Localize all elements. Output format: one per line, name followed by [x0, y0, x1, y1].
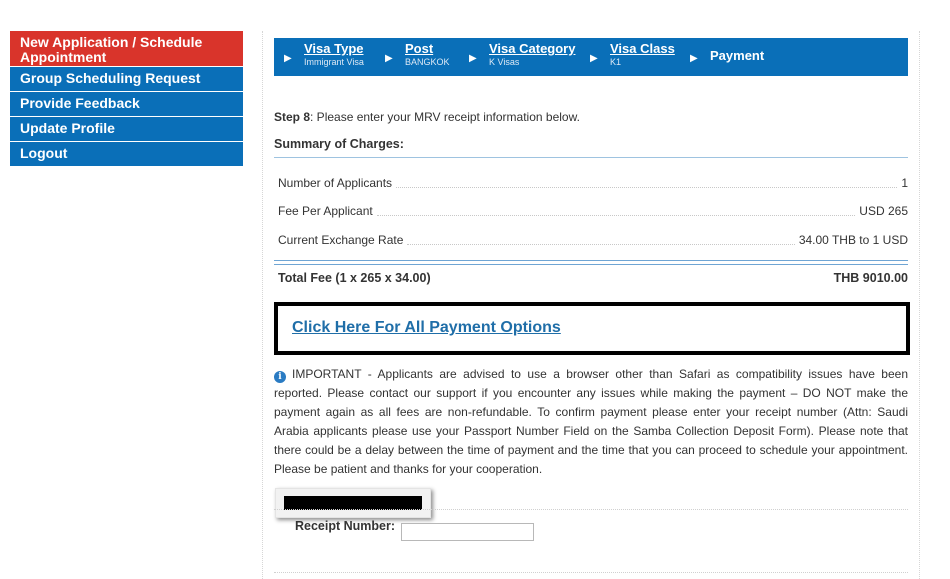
- progress-steps-bar: [274, 38, 908, 76]
- total-fee-row: [278, 271, 908, 285]
- important-notice-text: IMPORTANT - Applicants are advised to use a browser other than Safari as compatibility issues have been reported. Please contact our support if you encounter any issues while making the payment – DO NOT make the payment again as all fees are non-refundable. To confirm payment please enter your receipt number (Attn: Saudi Arabia applicants please use your Passport Number Field on the Samba Collection Deposit Form). Please note that there could be a delay between the time of payment and the time that you can proceed to schedule your appointment. Please be patient and thanks for your cooperation.: [274, 367, 908, 476]
- payment-options-link[interactable]: Click Here For All Payment Options: [292, 319, 561, 336]
- payment-options-box: [274, 302, 910, 355]
- step-number: Step 8: [274, 110, 311, 124]
- total-divider: [274, 260, 908, 265]
- total-fee-label: Total Fee (1 x 265 x 34.00): [278, 271, 431, 285]
- step-subtitle: K1: [610, 57, 622, 67]
- leader-dots: [377, 206, 856, 216]
- charge-row-fee: [278, 203, 908, 219]
- sidebar-item-provide-feedback[interactable]: Provide Feedback: [10, 92, 243, 117]
- total-fee-value: THB 9010.00: [833, 271, 908, 285]
- sidebar-item-logout[interactable]: Logout: [10, 142, 243, 167]
- step-post[interactable]: [385, 41, 450, 68]
- triangle-right-icon: ▶: [469, 53, 477, 64]
- step-payment: [690, 41, 765, 64]
- charge-row-exchange-rate: [278, 232, 908, 248]
- divider: [274, 157, 908, 158]
- step-subtitle: K Visas: [489, 57, 520, 67]
- charge-label: Current Exchange Rate: [278, 233, 407, 247]
- triangle-right-icon: ▶: [690, 53, 698, 64]
- charge-label: Number of Applicants: [278, 176, 396, 190]
- triangle-right-icon: ▶: [590, 53, 598, 64]
- divider: [274, 509, 908, 510]
- step-instruction-text: : Please enter your MRV receipt information below.: [310, 110, 580, 124]
- charge-value: 34.00 THB to 1 USD: [795, 233, 908, 247]
- step-instruction: [274, 110, 580, 124]
- step-title: Visa Class: [610, 41, 675, 56]
- charge-label: Fee Per Applicant: [278, 204, 377, 218]
- redaction-bar: [284, 496, 422, 510]
- summary-title: Summary of Charges:: [274, 137, 404, 151]
- sidebar-item-update-profile[interactable]: Update Profile: [10, 117, 243, 142]
- step-title: Visa Type: [304, 41, 364, 56]
- triangle-right-icon: ▶: [284, 53, 292, 64]
- leader-dots: [396, 178, 897, 188]
- step-subtitle: Immigrant Visa: [304, 57, 364, 67]
- charge-value: USD 265: [855, 204, 908, 218]
- sidebar-item-new-application[interactable]: New Application / Schedule Appointment: [10, 31, 243, 67]
- charge-row-applicants: [278, 175, 908, 191]
- important-notice: [274, 365, 908, 479]
- info-icon: i: [274, 371, 286, 383]
- sidebar-item-group-scheduling[interactable]: Group Scheduling Request: [10, 67, 243, 92]
- receipt-number-input[interactable]: [401, 523, 534, 541]
- step-visa-class[interactable]: [590, 41, 675, 68]
- triangle-right-icon: ▶: [385, 53, 393, 64]
- receipt-number-label: Receipt Number:: [295, 519, 396, 533]
- redacted-card: [275, 488, 431, 518]
- step-title: Visa Category: [489, 41, 576, 56]
- leader-dots: [407, 235, 794, 245]
- step-title: Post: [405, 41, 434, 56]
- step-visa-category[interactable]: [469, 41, 576, 68]
- step-subtitle: BANGKOK: [405, 57, 450, 67]
- charge-value: 1: [897, 176, 908, 190]
- sidebar-nav: [10, 31, 243, 167]
- main-content: [262, 31, 920, 579]
- divider: [274, 572, 908, 573]
- step-title: Payment: [710, 48, 765, 63]
- step-visa-type[interactable]: [284, 41, 364, 68]
